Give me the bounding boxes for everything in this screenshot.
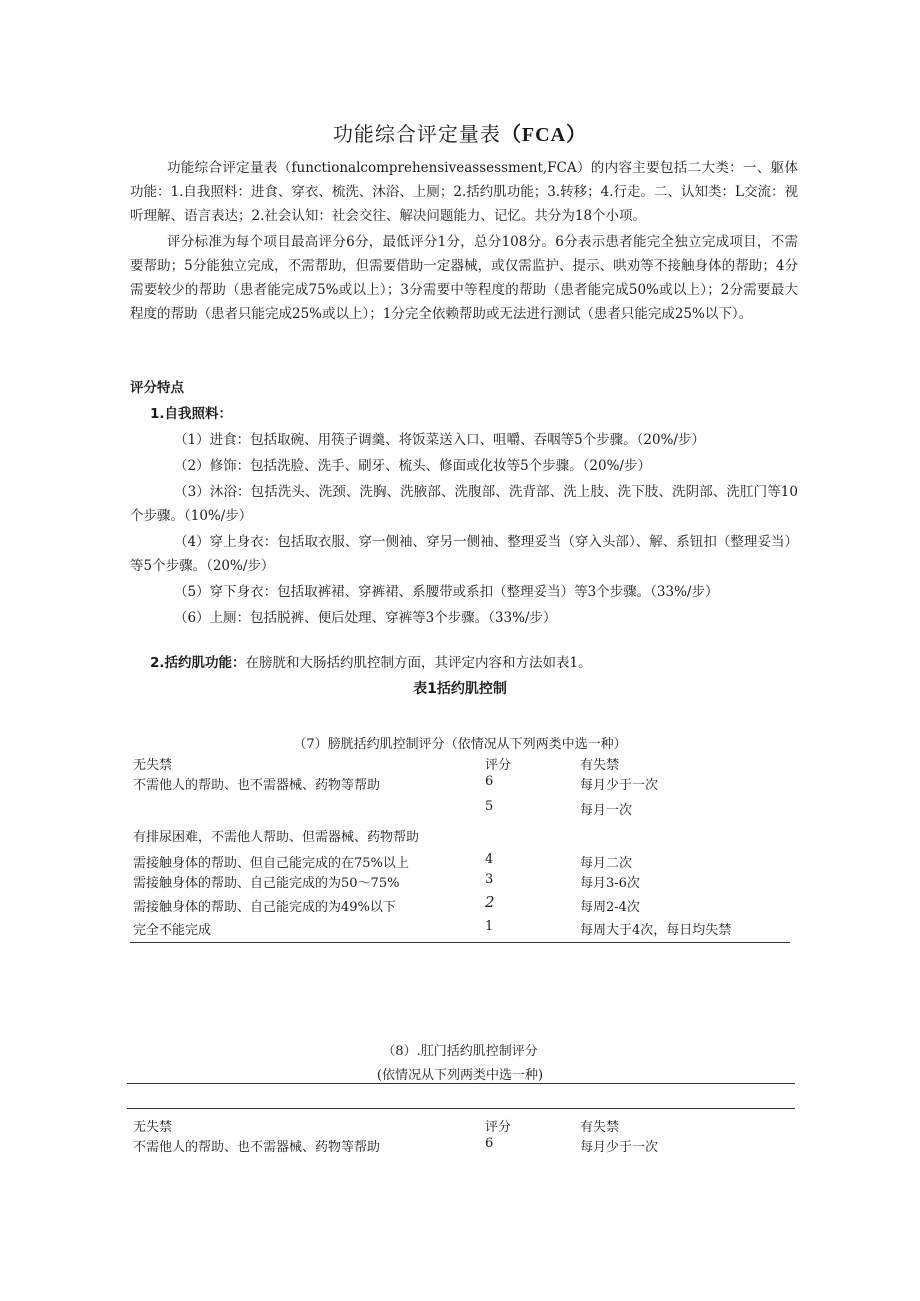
cell-frequency: 每周大于4次，每日均失禁 [580, 923, 732, 938]
table-row [0, 919, 920, 939]
subsection-self-care: 1.自我照料： [150, 406, 233, 422]
table-header-row [0, 1116, 920, 1136]
section-heading: 评分特点 [130, 380, 184, 396]
cell-frequency: 每月一次 [580, 803, 633, 818]
table-row [0, 1136, 920, 1156]
table-row [0, 799, 920, 819]
header-incontinence: 有失禁 [580, 1120, 620, 1135]
cell-frequency: 每月少于一次 [580, 1140, 659, 1155]
subsection-sphincter-heading: 2.括约肌功能： [150, 655, 246, 671]
table-divider [127, 1108, 795, 1109]
list-item: （5）穿下身衣：包括取裤裙、穿裤裙、系腰带或系扣（整理妥当）等3个步骤。（33%/步） [174, 584, 719, 600]
table-header-row [0, 754, 920, 774]
header-incontinence: 有失禁 [580, 758, 620, 773]
cell-description: 有排尿困难，不需他人帮助、但需器械、药物帮助 [133, 830, 420, 845]
cell-description: 不需他人的帮助、也不需器械、药物等帮助 [133, 778, 381, 793]
cell-score: 6 [485, 1136, 494, 1151]
anal-table-title: （8）.肛门括约肌控制评分 [382, 1044, 538, 1059]
cell-description: 需接触身体的帮助、自己能完成的为49%以下 [133, 900, 396, 915]
table-row [0, 826, 920, 846]
header-score: 评分 [485, 758, 512, 773]
cell-score: 5 [485, 799, 494, 814]
subsection-sphincter-text: 在膀胱和大肠括约肌控制方面，其评定内容和方法如表1。 [245, 655, 592, 671]
table-caption: 表1括约肌控制 [413, 681, 507, 697]
table-row [0, 872, 920, 892]
bladder-table-title: （7）膀胱括约肌控制评分（依情况从下列两类中选一种） [293, 737, 627, 752]
cell-description: 需接触身体的帮助、但自己能完成的在75%以上 [133, 856, 409, 871]
cell-description: 需接触身体的帮助、自己能完成的为50～75% [133, 876, 400, 891]
cell-score: 3 [485, 872, 494, 887]
intro-paragraph: 功能综合评定量表（functionalcomprehensiveassessment,FCA）的内容主要包括二大类：一、躯体功能：1.自我照料：进食、穿衣、梳洗、沐浴、上厕；2.括约肌功能；3.转移；4.行走。二、认知类：L交流：视听理解、语言表达；2.社会认知：社会交往、解决问题能力、记忆。共分为18个小项。 [130, 160, 798, 224]
cell-description: 完全不能完成 [133, 923, 212, 938]
table-row [0, 893, 920, 916]
header-no-incontinence: 无失禁 [133, 1120, 173, 1135]
title-text: 功能综合评定量表 [332, 122, 501, 146]
self-care-list [130, 428, 798, 632]
header-score: 评分 [485, 1120, 512, 1135]
table-divider [130, 942, 790, 943]
cell-description: 不需他人的帮助、也不需器械、药物等帮助 [133, 1140, 381, 1155]
list-item: （2）修饰：包括洗脸、洗手、刷牙、梳头、修面或化妆等5个步骤。（20%/步） [174, 458, 651, 474]
table-row [0, 774, 920, 794]
cell-frequency: 每周2-4次 [580, 900, 640, 915]
cell-score: 1 [485, 919, 494, 934]
cell-frequency: 每月少于一次 [580, 778, 659, 793]
list-item: （4）穿上身衣：包括取衣服、穿一侧袖、穿另一侧袖、整理妥当（穿入头部）、解、系钮扣（整理妥当）等5个步骤。（20%/步） [130, 534, 798, 574]
cell-score: 4 [485, 852, 494, 867]
table-divider [127, 1083, 795, 1084]
header-no-incontinence: 无失禁 [133, 758, 173, 773]
cell-frequency: 每月3-6次 [580, 876, 640, 891]
list-item: （1）进食：包括取碗、用筷子调羹、将饭菜送入口、咀嚼、吞咽等5个步骤。（20%/步） [174, 432, 705, 448]
cell-score: 6 [485, 774, 494, 789]
scoring-paragraph: 评分标准为每个项目最高评分6分，最低评分1分，总分108分。6分表示患者能完全独立完成项目，不需要帮助；5分能独立完成，不需帮助，但需要借助一定器械，或仅需监护、提示、哄劝等不接触身体的帮助；4分需要较少的帮助（患者能完成75%或以上）；3分需要中等程度的帮助（患者能完成50%或以上）；2分需要最大程度的帮助（患者只能完成25%或以上）；1分完全依赖帮助或无法进行测试（患者只能完成25%以下）。 [130, 234, 798, 322]
title-abbreviation: （FCA） [500, 124, 588, 146]
list-item: （3）沐浴：包括洗头、洗颈、洗胸、洗腋部、洗腹部、洗背部、洗上肢、洗下肢、洗阴部、洗肛门等10个步骤。（10%/步） [130, 484, 798, 524]
page-title [0, 118, 920, 147]
cell-frequency: 每月二次 [580, 856, 633, 871]
list-item: （6）上厕：包括脱裤、便后处理、穿裤等3个步骤。（33%/步） [174, 610, 557, 626]
table-row [0, 852, 920, 872]
subsection-sphincter [150, 651, 592, 671]
anal-table-subtitle: (依情况从下列两类中选一种) [376, 1068, 544, 1083]
cell-score: 2 [485, 893, 495, 911]
